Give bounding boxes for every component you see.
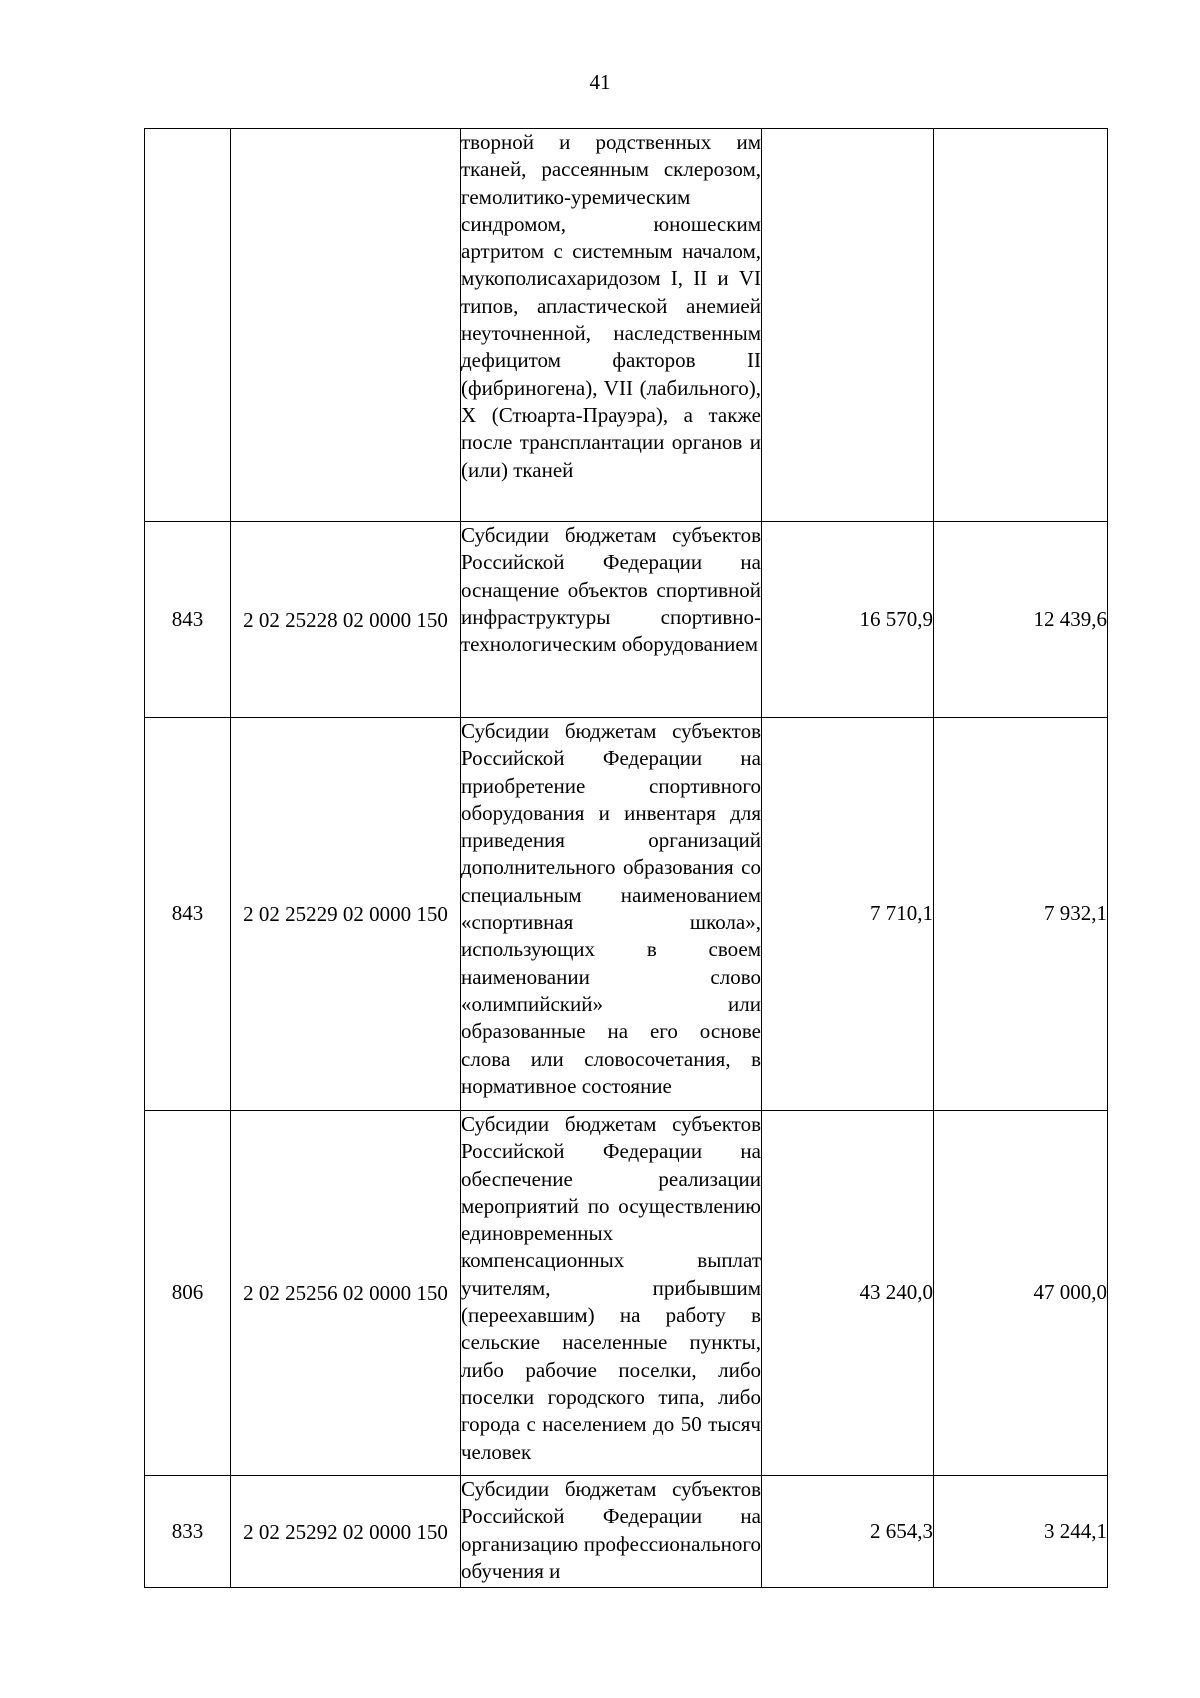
- admin-code-cell: 843: [145, 522, 231, 718]
- table-row: [145, 129, 1108, 522]
- revenue-name-text: Субсидии бюджетам субъектов Российской Федерации на приобретение спортивного оборудования и инвентаря для приведения организаций дополнительного образования со специальным наименованием «спортивная школа», использующих в своем наименовании слово «олимпийский» или образованные на его основе слова или словосочетания, в нормативное состояние: [461, 719, 761, 1098]
- revenue-name-cell: [461, 718, 762, 1111]
- amount-year2-cell: [934, 129, 1108, 522]
- amount-year1-cell: 7 710,1: [762, 718, 934, 1111]
- amount-year2-cell: 7 932,1: [934, 718, 1108, 1111]
- admin-code-cell: 806: [145, 1111, 231, 1476]
- table-row: [145, 1476, 1108, 1588]
- amount-year2-cell: 12 439,6: [934, 522, 1108, 718]
- revenue-name-cell: [461, 522, 762, 718]
- budget-revenue-table: [144, 128, 1108, 1588]
- budget-classification-code-cell: 2 02 25229 02 0000 150: [231, 718, 461, 1111]
- table-row: [145, 522, 1108, 718]
- amount-year1-cell: 16 570,9: [762, 522, 934, 718]
- table-row: [145, 1111, 1108, 1476]
- amount-year2-cell: 3 244,1: [934, 1476, 1108, 1588]
- admin-code-cell: 833: [145, 1476, 231, 1588]
- budget-classification-code-cell: 2 02 25228 02 0000 150: [231, 522, 461, 718]
- budget-classification-code-cell: 2 02 25292 02 0000 150: [231, 1476, 461, 1588]
- amount-year1-cell: [762, 129, 934, 522]
- budget-classification-code-cell: [231, 129, 461, 522]
- revenue-name-cell: [461, 1476, 762, 1588]
- budget-classification-code-cell: 2 02 25256 02 0000 150: [231, 1111, 461, 1476]
- admin-code-cell: 843: [145, 718, 231, 1111]
- page-number: 41: [589, 70, 611, 94]
- revenue-name-text: творной и родственных им тканей, рассеянным склерозом, гемолитико-уремическим синдромом, юношеским артритом с системным началом, мукополисахаридозом I, II и VI типов, апластической анемией неуточненной, наследственным дефицитом факторов II (фибриногена), VII (лабильного), X (Стюарта-Прауэра), а также после трансплантации органов и (или) тканей: [461, 130, 761, 482]
- amount-year1-cell: 43 240,0: [762, 1111, 934, 1476]
- amount-year2-cell: 47 000,0: [934, 1111, 1108, 1476]
- amount-year1-cell: 2 654,3: [762, 1476, 934, 1588]
- revenue-name-text: Субсидии бюджетам субъектов Российской Федерации на оснащение объектов спортивной инфраструктуры спортивно-технологическим оборудованием: [461, 523, 761, 657]
- revenue-name-cell: [461, 129, 762, 522]
- admin-code-cell: [145, 129, 231, 522]
- table-row: [145, 718, 1108, 1111]
- revenue-name-text: Субсидии бюджетам субъектов Российской Федерации на организацию профессионального обучения и: [461, 1477, 761, 1583]
- revenue-name-cell: [461, 1111, 762, 1476]
- revenue-name-text: Субсидии бюджетам субъектов Российской Федерации на обеспечение реализации мероприятий по осуществлению единовременных компенсационных выплат учителям, прибывшим (переехавшим) на работу в сельские населенные пункты, либо рабочие поселки, либо поселки городского типа, либо города с населением до 50 тысяч человек: [461, 1112, 761, 1464]
